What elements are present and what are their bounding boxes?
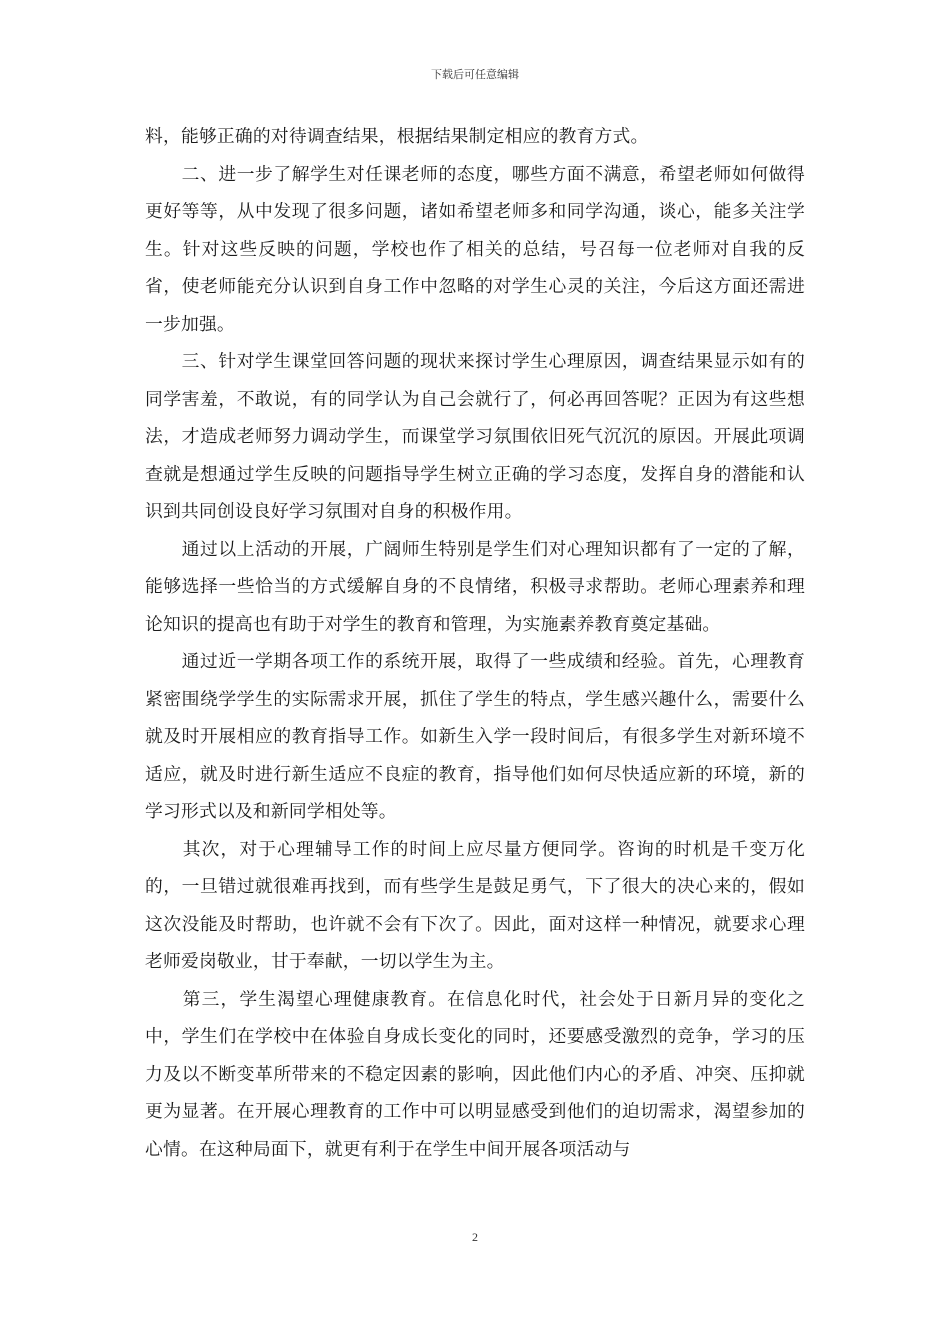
- paragraph-first-experience: 通过近一学期各项工作的系统开展，取得了一些成绩和经验。首先，心理教育紧密围绕学学生的实际需求开展，抓住了学生的特点，学生感兴趣什么，需要什么就及时开展相应的教育指导工作。如新生入学一段时间后，有很多学生对新环境不适应，就及时进行新生适应不良症的教育，指导他们如何尽快适应新的环境，新的学习形式以及和新同学相处等。: [145, 651, 805, 822]
- paragraph-activity-results: 通过以上活动的开展，广阔师生特别是学生们对心理知识都有了一定的了解，能够选择一些恰当的方式缓解自身的不良情绪，积极寻求帮助。老师心理素养和理论知识的提高也有助于对学生的教育和管理，为实施素养教育奠定基础。: [145, 538, 805, 635]
- paragraph-third-experience: 第三，学生渴望心理健康教育。在信息化时代，社会处于日新月异的变化之中，学生们在学校中在体验自身成长变化的同时，还要感受激烈的竞争，学习的压力及以不断变革所带来的不稳定因素的影响，因此他们内心的矛盾、冲突、压抑就更为显著。在开展心理教育的工作中可以明显感受到他们的迫切需求，渴望参加的心情。在这种局面下，就更有利于在学生中间开展各项活动与: [145, 988, 805, 1160]
- document-body: [145, 118, 805, 1168]
- page-number: 2: [472, 1230, 478, 1244]
- paragraph-continuation: 料，能够正确的对待调查结果，根据结果制定相应的教育方式。: [145, 126, 649, 147]
- paragraph-second-experience: 其次，对于心理辅导工作的时间上应尽量方便同学。咨询的时机是千变万化的，一旦错过就很难再找到，而有些学生是鼓足勇气，下了很大的决心来的，假如这次没能及时帮助，也许就不会有下次了。因此，面对这样一种情况，就要求心理老师爱岗敬业，甘于奉献，一切以学生为主。: [145, 838, 805, 972]
- paragraph-teacher-attitude: 二、进一步了解学生对任课老师的态度，哪些方面不满意，希望老师如何做得更好等等，从中发现了很多问题，诸如希望老师多和同学沟通，谈心，能多关注学生。针对这些反映的问题，学校也作了相关的总结，号召每一位老师对自我的反省，使老师能充分认识到自身工作中忽略的对学生心灵的关注，今后这方面还需进一步加强。: [145, 163, 805, 335]
- paragraph-classroom-answers: 三、针对学生课堂回答问题的现状来探讨学生心理原因，调查结果显示如有的同学害羞，不敢说，有的同学认为自己会就行了，何必再回答呢？正因为有这些想法，才造成老师努力调动学生，而课堂学习氛围依旧死气沉沉的原因。开展此项调查就是想通过学生反映的问题指导学生树立正确的学习态度，发挥自身的潜能和认识到共同创设良好学习氛围对自身的积极作用。: [145, 351, 805, 522]
- page-header: 下载后可任意编辑: [431, 68, 519, 81]
